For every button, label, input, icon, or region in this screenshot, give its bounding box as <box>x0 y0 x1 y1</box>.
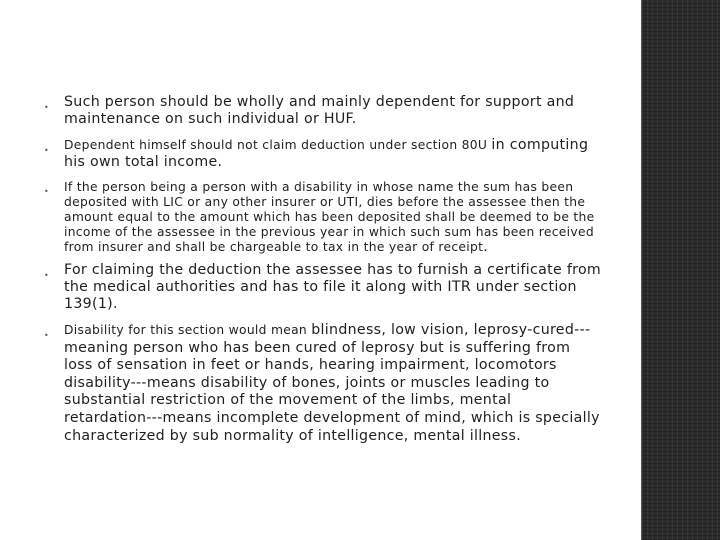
bullet-dot-icon: • <box>44 331 50 340</box>
bullet-text-small: Disability for this section would mean <box>64 323 312 337</box>
bullet-text-small: Dependent himself should not claim deduction under section 80U <box>64 138 492 152</box>
bullet-text-end: . <box>483 239 489 255</box>
bullet-text-large: in computing his own total income. <box>64 137 589 170</box>
bullet-item-dependent-support <box>44 94 602 128</box>
bullet-list <box>44 94 602 445</box>
bullet-text: If the person being a person with a disability in whose name the sum has been deposited with LIC or any other insurer or UTI, dies before the assessee then the amount equal to the amount which has been deposited shall be deemed to be the income of the assessee in the previous year in which such sum has been received from insurer and shall be chargeable to tax in the year of receipt <box>64 180 595 254</box>
bullet-item-no-self-deduction <box>44 137 602 171</box>
bullet-item-medical-certificate <box>44 262 602 313</box>
bullet-text: For claiming the deduction the assessee has to furnish a certificate from the medical authorities and has to file it along with ITR under section 139(1). <box>64 262 602 312</box>
bullet-text: Such person should be wholly and mainly dependent for support and maintenance on such individual or HUF. <box>64 94 575 127</box>
bullet-dot-icon: • <box>44 187 50 196</box>
bullet-item-death-before-assessee <box>44 180 602 255</box>
bullet-text-large: blindness, low vision, leprosy-cured---meaning person who has been cured of leprosy but is suffering from loss of sensation in feet or hands, hearing impairment, locomotors disability---means disability of bones, joints or muscles leading to substantial restriction of the movement of the limbs, mental retardation---means incomplete development of mind, which is specially characterized by sub normality of intelligence, mental illness. <box>64 322 600 444</box>
bullet-dot-icon: • <box>44 146 50 155</box>
decorative-side-strip <box>641 0 720 540</box>
bullet-dot-icon: • <box>44 271 50 280</box>
bullet-dot-icon: • <box>44 103 50 112</box>
bullet-item-disability-definition <box>44 322 602 445</box>
